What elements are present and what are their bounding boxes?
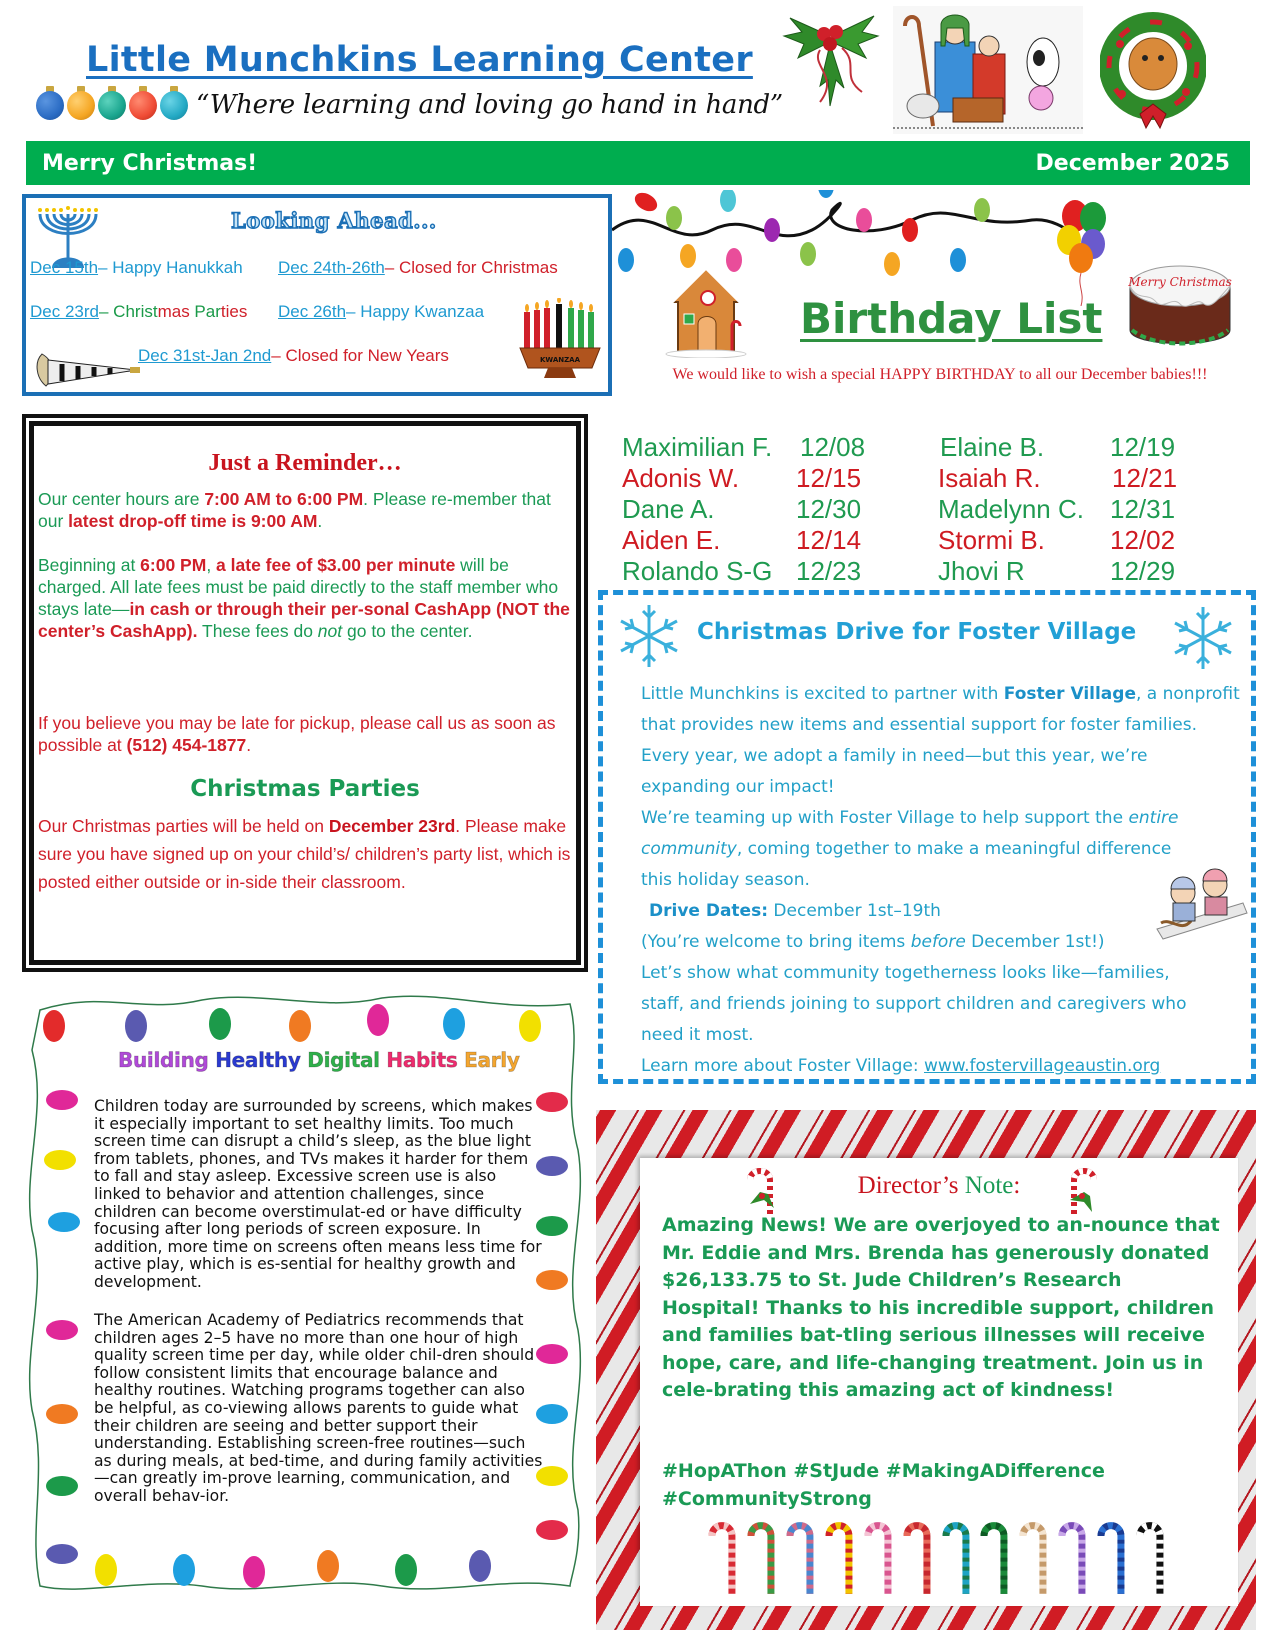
directors-note-body: Amazing News! We are overjoyed to an-nounce that Mr. Eddie and Mrs. Brenda has generously donated $26,133.75 to St. Jude Children’s Research Hospital! Thanks to his incredible support, children and families bat-tling serious illnesses will receive hope, care, and life-changing treatment. Join us in cele-brating this amazing act of kindness! [662,1214,1220,1401]
drive-dates: Drive Dates: December 1st–19th [649,901,941,921]
event-date-link[interactable]: Dec 23rd [30,302,99,321]
banner-greeting: Merry Christmas! [42,150,258,176]
candy-cane-icon [940,1518,972,1596]
digital-habits-paragraph-2: The American Academy of Pediatrics recommends that children ages 2–5 have no more than one hour of high quality screen time per day, while older chil-dren should follow consistent limits that encourage balance and healthy routines. Watching programs together can also be helpful, as co-viewing allows parents to guide what their children are seeing and better support their understanding. Establishing screen-free routines—such as during meals, at bed-time, and during family activities—can greatly im-prove learning, communication, and overall behav-ior. [94,1311,543,1505]
ornament-icon [160,86,188,120]
candy-cane-icon [706,1518,738,1596]
balloons-icon [1055,196,1117,306]
ornament-icon [129,86,157,120]
looking-ahead-title: Looking Ahead... [231,208,437,233]
candy-cane-icon [823,1518,855,1596]
candy-cane-icon [1095,1518,1127,1596]
svg-text:KWANZAA: KWANZAA [539,356,581,364]
header-banner [26,141,1250,185]
sledding-kids-icon [1151,863,1251,943]
event-date-link[interactable]: Dec 26th [278,302,347,321]
birthday-row: Dane A. 12/30 Madelynn C. 12/31 [622,494,1176,524]
banner-date: December 2025 [1035,150,1230,176]
birthday-row: Aiden E. 12/14 Stormi B. 12/02 [622,525,1176,555]
gingerbread-house-icon [662,262,750,358]
drive-early-note: (You’re welcome to bring items before December 1st!) [641,932,1105,952]
birthday-row: Maximilian F. 12/08 Elaine B. 12/19 [622,432,1176,462]
christmas-parties-title: Christmas Parties [190,776,420,802]
event-item: Dec 31st-Jan 2nd– Closed for New Years [138,346,449,365]
page-title: Little Munchkins Learning Center [86,40,753,80]
wreath-icon [1100,4,1206,134]
reminder-title: Just a Reminder… [208,450,402,476]
christmas-parties-paragraph: Our Christmas parties will be held on December 23rd. Please make sure you have signed up on your child’s/ children’s party list, which is posted either outside or in-side their classroom. [38,816,571,892]
event-item: Dec 26th– Happy Kwanzaa [278,302,485,321]
reminder-box [22,414,588,972]
ornament-icon [67,86,95,120]
party-horn-icon [32,348,142,392]
digital-habits-paragraph-1: Children today are surrounded by screens, which makes it especially important to set healthy limits. Too much screen time can disrupt a child’s sleep, as the blue light from tablets, phones, and TVs makes it harder for them to fall and stay asleep. Excessive screen use is also linked to behavior and attention challenges, since children can become overstimulat-ed or have difficulty focusing after long periods of screen exposure. In addition, more time on screens often means less time for active play, which is es-sential for healthy growth and development. [94,1097,542,1291]
candy-cane-icon [1134,1518,1166,1596]
candy-cane-icon [901,1518,933,1596]
late-pickup-paragraph: If you believe you may be late for pickup, please call us as soon as possible at (512) 454-1877. [38,713,556,755]
event-date-link[interactable]: Dec 31st-Jan 2nd [138,346,272,365]
foster-village-title: Christmas Drive for Foster Village [697,619,1137,645]
directors-note-title: Director’s Note: [857,1172,1021,1199]
birthday-list [622,432,1212,587]
event-item: Dec 15th– Happy Hanukkah [30,258,243,277]
birthday-list-title: Birthday List [800,294,1103,343]
digital-habits-title: Building Healthy Digital Habits Early [118,1048,520,1072]
nativity-scene [893,6,1083,134]
looking-ahead-box [22,194,612,396]
foster-learn-more: Learn more about Foster Village: www.fostervillageaustin.org [641,1056,1161,1076]
late-fee-paragraph: Beginning at 6:00 PM, a late fee of $3.00 per minute will be charged. All late fees must be paid directly to the staff member who stays late—in cash or through their per-sonal CashApp (NOT the center’s CashApp). These fees do not go to the center. [38,555,570,641]
ornament-icon [98,86,126,120]
birthday-row: Rolando S-G 12/23 Jhovi R 12/29 [622,556,1176,586]
digital-habits-box [22,990,588,1598]
candy-cane-icon [1017,1518,1049,1596]
candy-cane-icon [1064,1164,1104,1216]
candy-cane-icon [862,1518,894,1596]
directors-note-box [596,1110,1256,1630]
tagline: “Where learning and loving go hand in hand” [196,90,783,120]
event-date-link[interactable]: Dec 15th [30,258,99,277]
candy-cane-icon [745,1518,777,1596]
christmas-cake-icon [1124,256,1236,352]
christmas-lights-frame [22,990,588,1598]
birthday-message: We would like to wish a special HAPPY BIRTHDAY to all our December babies!!! [672,366,1208,383]
event-item: Dec 24th-26th– Closed for Christmas [278,258,558,277]
hours-paragraph: Our center hours are 7:00 AM to 6:00 PM. Please re-member that our latest drop-off time is 9:00 AM. [38,489,551,531]
ornament-icon [36,86,64,120]
foster-village-box [598,590,1256,1084]
snowflake-icon [1163,603,1243,673]
event-date-link[interactable]: Dec 24th-26th [278,258,385,277]
event-item: Dec 23rd– Christmas Parties [30,302,248,321]
foster-intro: Little Munchkins is excited to partner with Foster Village, a nonprofit that provides new items and essential support for foster families. Every year, we adopt a family in need—but this year, we’re expanding our impact! [641,684,1240,797]
ornaments-decoration [36,86,188,120]
birthday-row: Adonis W. 12/15 Isaiah R. 12/21 [622,463,1178,493]
hashtags: #HopAThon #StJude #MakingADifference #CommunityStrong [662,1460,1105,1510]
candy-cane-icon [784,1518,816,1596]
foster-village-link[interactable]: www.fostervillageaustin.org [923,1056,1161,1076]
foster-community: We’re teaming up with Foster Village to help support the entire community, coming together to make a meaningful difference this holiday season. [641,808,1179,890]
kinara-icon [518,298,602,378]
snowflake-icon [609,601,689,671]
candy-cane-icon [978,1518,1010,1596]
svg-text:Merry Christmas: Merry Christmas [1128,275,1232,289]
candy-cane-icon [1056,1518,1088,1596]
candy-canes-row [706,1518,1166,1596]
holly-icon [780,6,880,116]
foster-togetherness: Let’s show what community togetherness looks like—families, staff, and friends joining to support children and caregivers who need it most. [641,963,1187,1045]
